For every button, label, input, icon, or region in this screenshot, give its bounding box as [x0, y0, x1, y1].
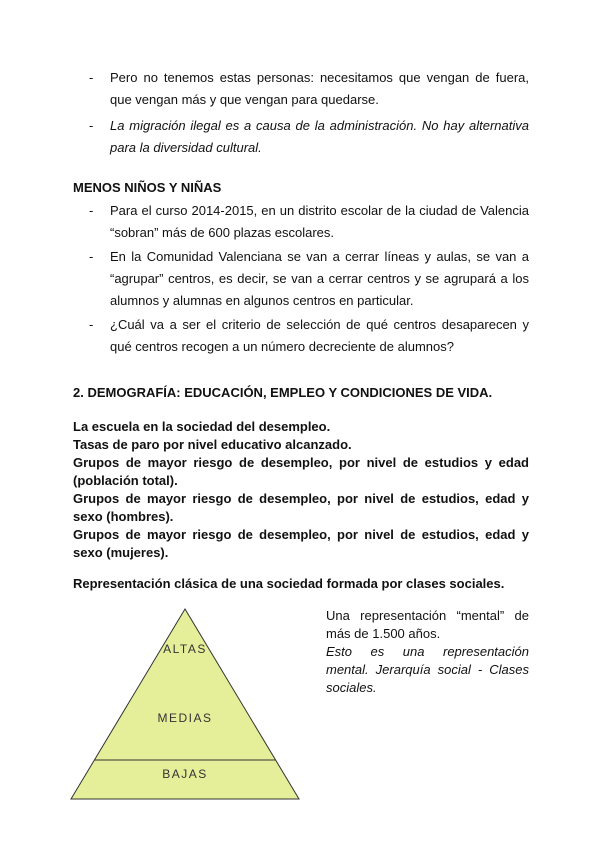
side-note-text: Una representación “mental” de más de 1.500 años. [326, 608, 529, 641]
bullet-item [73, 200, 529, 244]
demografia-line: La escuela en la sociedad del desempleo. [73, 419, 331, 434]
bullet-dash: - [89, 317, 94, 332]
bullet-item [73, 115, 529, 159]
bullet-dash: - [89, 249, 94, 264]
bullet-text: En la Comunidad Valenciana se van a cerrar líneas y aulas, se van a “agrupar” centros, es decir, se van a cerrar centros y se agrupará a los alumnos y alumnas en algunos centros en particular. [110, 249, 529, 308]
demografia-lines [73, 418, 529, 562]
social-class-pyramid [60, 603, 310, 803]
bullet-item [73, 246, 529, 312]
pyramid-level-bajas: BAJAS [162, 767, 208, 781]
demografia-line: Grupos de mayor riesgo de desempleo, por nivel de estudios y edad (población total). [73, 455, 529, 488]
bullet-item [73, 67, 529, 111]
bullet-dash: - [89, 118, 94, 133]
bullet-text: La migración ilegal es a causa de la administración. No hay alternativa para la diversidad cultural. [110, 118, 529, 155]
bullet-item [73, 314, 529, 358]
demografia-line: Grupos de mayor riesgo de desempleo, por nivel de estudios, edad y sexo (hombres). [73, 491, 529, 524]
bullet-dash: - [89, 70, 94, 85]
demografia-line: Grupos de mayor riesgo de desempleo, por nivel de estudios, edad y sexo (mujeres). [73, 527, 529, 560]
representacion-heading: Representación clásica de una sociedad formada por clases sociales. [73, 576, 505, 591]
section-heading-menos: MENOS NIÑOS Y NIÑAS [73, 180, 222, 195]
side-note-italic: Esto es una representación mental. Jerarquía social - Clases sociales. [326, 644, 529, 695]
bullet-text: ¿Cuál va a ser el criterio de selección de qué centros desaparecen y qué centros recogen a un número decreciente de alumnos? [110, 317, 529, 354]
side-note [326, 607, 529, 697]
section-heading-demografia: 2. DEMOGRAFÍA: EDUCACIÓN, EMPLEO Y CONDICIONES DE VIDA. [73, 385, 493, 400]
bullet-dash: - [89, 203, 94, 218]
pyramid-level-medias: MEDIAS [157, 711, 213, 725]
demografia-line: Tasas de paro por nivel educativo alcanzado. [73, 437, 352, 452]
bullet-text: Para el curso 2014-2015, en un distrito escolar de la ciudad de Valencia “sobran” más de 600 plazas escolares. [110, 203, 529, 240]
pyramid-level-altas: ALTAS [163, 642, 207, 656]
bullet-text: Pero no tenemos estas personas: necesitamos que vengan de fuera, que vengan más y que vengan para quedarse. [110, 70, 529, 107]
